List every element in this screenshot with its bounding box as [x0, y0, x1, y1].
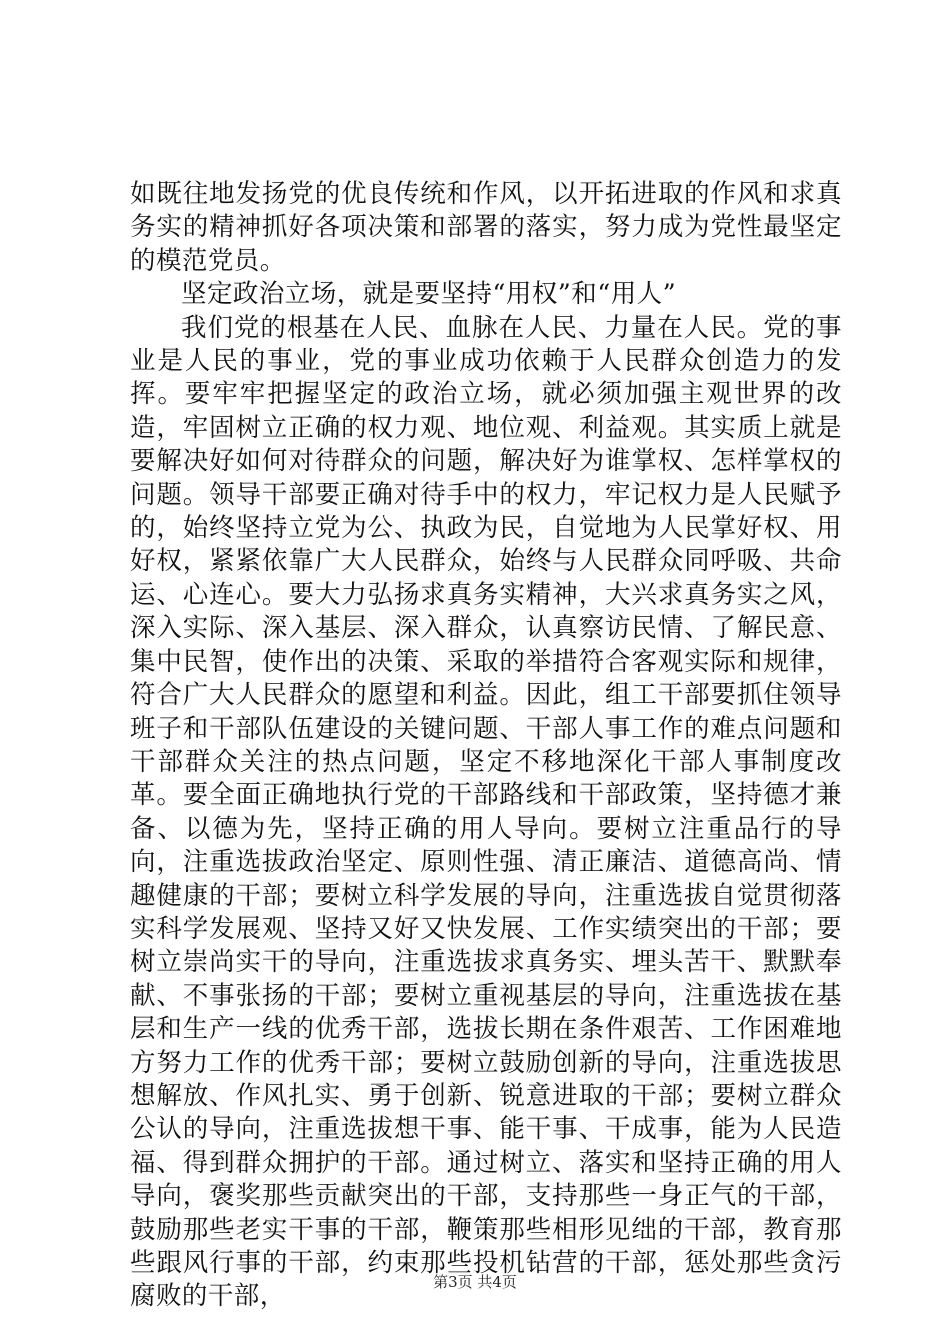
section-heading: 坚定政治立场，就是要坚持“用权”和“用人”	[181, 279, 677, 310]
page-footer	[0, 1272, 950, 1292]
page-number-label: 第3页 共4页	[433, 1273, 517, 1291]
document-body	[130, 178, 842, 1314]
paragraph-continuation: 如既往地发扬党的优良传统和作风，以开拓进取的作风和求真务实的精神抓好各项决策和部署的落实，努力成为党性最坚定的模范党员。	[130, 179, 842, 276]
paragraph-main: 我们党的根基在人民、血脉在人民、力量在人民。党的事业是人民的事业，党的事业成功依赖于人民群众创造力的发挥。要牢牢把握坚定的政治立场，就必须加强主观世界的改造，牢固树立正确的权力观、地位观、利益观。其实质上就是要解决好如何对待群众的问题，解决好为谁掌权、怎样掌权的问题。领导干部要正确对待手中的权力，牢记权力是人民赋予的，始终坚持立党为公、执政为民，自觉地为人民掌好权、用好权，紧紧依靠广大人民群众，始终与人民群众同呼吸、共命运、心连心。要大力弘扬求真务实精神，大兴求真务实之风，深入实际、深入基层、深入群众，认真察访民情、了解民意、集中民智，使作出的决策、采取的举措符合客观实际和规律，符合广大人民群众的愿望和利益。因此，组工干部要抓住领导班子和干部队伍建设的关键问题、干部人事工作的难点问题和干部群众关注的热点问题，坚定不移地深化干部人事制度改革。要全面正确地执行党的干部路线和干部政策，坚持德才兼备、以德为先，坚持正确的用人导向。要树立注重品行的导向，注重选拔政治坚定、原则性强、清正廉洁、道德高尚、情趣健康的干部；要树立科学发展的导向，注重选拔自觉贯彻落实科学发展观、坚持又好又快发展、工作实绩突出的干部；要树立崇尚实干的导向，注重选拔求真务实、埋头苦干、默默奉献、不事张扬的干部；要树立重视基层的导向，注重选拔在基层和生产一线的优秀干部，选拔长期在条件艰苦、工作困难地方努力工作的优秀干部；要树立鼓励创新的导向，注重选拔思想解放、作风扎实、勇于创新、锐意进取的干部；要树立群众公认的导向，注重选拔想干事、能干事、干成事，能为人民造福、得到群众拥护的干部。通过树立、落实和坚持正确的用人导向，褒奖那些贡献突出的干部，支持那些一身正气的干部，鼓励那些老实干事的干部，鞭策那些相形见绌的干部，教育那些跟风行事的干部，约束那些投机钻营的干部，惩处那些贪污腐败的干部，	[130, 312, 842, 1312]
